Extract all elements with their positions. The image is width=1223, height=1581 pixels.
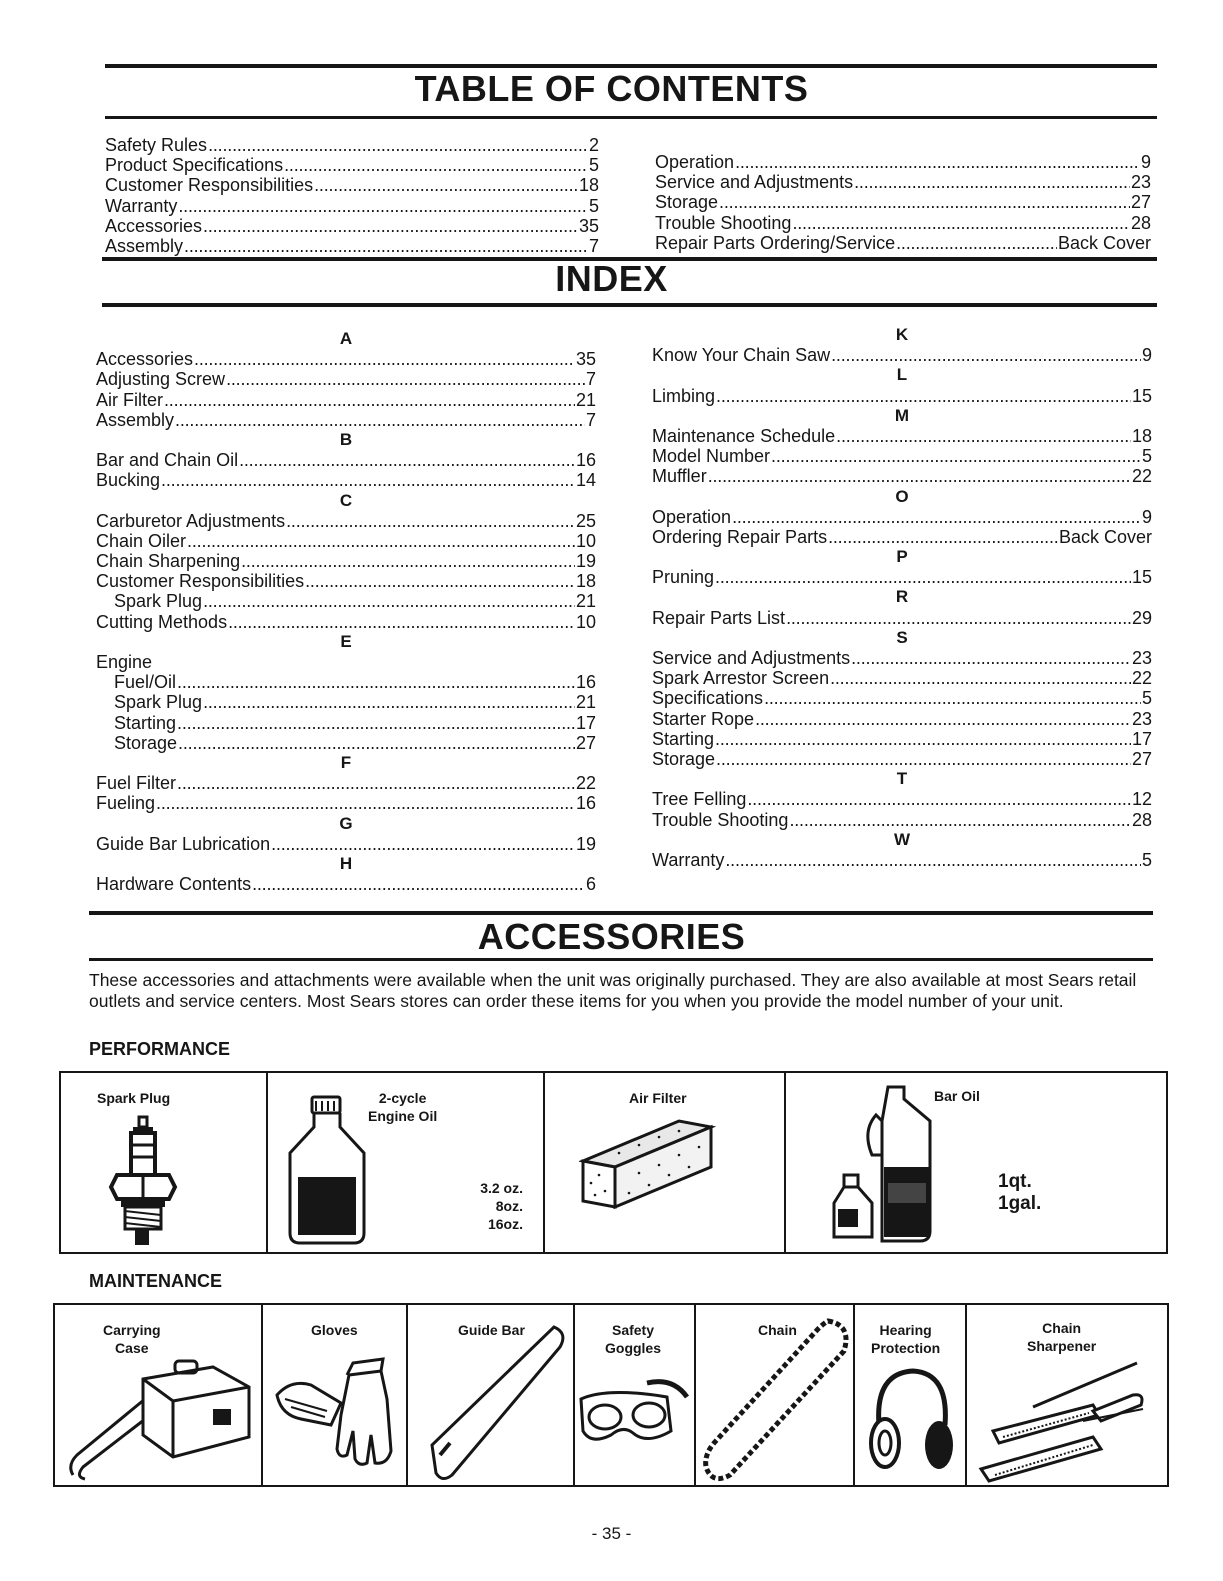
dot-leader bbox=[156, 793, 575, 813]
chain-icon bbox=[698, 1315, 854, 1483]
index-entry bbox=[96, 773, 596, 793]
entry-label: Trouble Shooting bbox=[652, 809, 789, 830]
entry-page: 25 bbox=[575, 510, 596, 531]
entry-label: Fuel Filter bbox=[96, 773, 177, 794]
index-entry bbox=[105, 216, 599, 236]
entry-label: Trouble Shooting bbox=[655, 212, 792, 233]
dot-leader bbox=[786, 608, 1131, 628]
entry-page: 23 bbox=[1131, 708, 1152, 729]
entry-label: Warranty bbox=[652, 849, 725, 870]
index-entry bbox=[652, 648, 1152, 668]
entry-page: 19 bbox=[575, 551, 596, 572]
entry-page: 27 bbox=[1130, 192, 1151, 213]
dot-leader bbox=[830, 668, 1131, 688]
index-letter-heading: E bbox=[340, 631, 352, 651]
dot-leader bbox=[715, 567, 1131, 587]
entry-label: Safety Rules bbox=[105, 135, 208, 155]
entry-page: 5 bbox=[588, 155, 599, 176]
index-entry bbox=[652, 608, 1152, 628]
entry-label: Limbing bbox=[652, 385, 716, 406]
index-letter-heading: P bbox=[896, 547, 908, 567]
entry-label: Storage bbox=[655, 192, 719, 213]
entry-label: Accessories bbox=[96, 349, 194, 370]
index-entry bbox=[96, 793, 596, 813]
index-letter-heading: H bbox=[339, 853, 353, 873]
index-entry bbox=[96, 692, 596, 712]
entry-label: Warranty bbox=[105, 195, 178, 216]
index-entry bbox=[105, 236, 599, 256]
entry-page: 18 bbox=[575, 571, 596, 592]
dot-leader bbox=[836, 426, 1131, 446]
index-entry bbox=[655, 172, 1151, 192]
toc-title: TABLE OF CONTENTS bbox=[414, 68, 809, 109]
bar-oil-cell bbox=[786, 1073, 1166, 1252]
toc-left-column bbox=[105, 135, 599, 256]
entry-page: 27 bbox=[1131, 748, 1152, 769]
index-entry bbox=[96, 591, 596, 611]
index-entry bbox=[652, 567, 1152, 587]
entry-label: Fuel/Oil bbox=[114, 672, 177, 693]
entry-page: 10 bbox=[575, 530, 596, 551]
index-entry bbox=[652, 507, 1152, 527]
index-entry bbox=[652, 527, 1152, 547]
index-letter-heading: L bbox=[896, 365, 908, 385]
entry-label: Operation bbox=[652, 506, 732, 527]
entry-label: Carburetor Adjustments bbox=[96, 510, 286, 531]
safety-goggles-label: Safety Goggles bbox=[605, 1322, 662, 1356]
entry-label: Starting bbox=[114, 712, 177, 733]
bar-oil-jug-icon bbox=[826, 1081, 956, 1251]
toc-title-rule bbox=[105, 116, 1157, 119]
index-entry bbox=[652, 688, 1152, 708]
guide-bar-cell bbox=[408, 1305, 575, 1485]
entry-label: Guide Bar Lubrication bbox=[96, 833, 271, 854]
spark-plug-cell bbox=[61, 1073, 268, 1252]
dot-leader bbox=[725, 850, 1141, 870]
index-entry bbox=[105, 155, 599, 175]
entry-page: 18 bbox=[1131, 425, 1152, 446]
entry-page: 21 bbox=[575, 389, 596, 410]
dot-leader bbox=[854, 172, 1130, 192]
entry-label: Repair Parts List bbox=[652, 607, 786, 628]
index-entry bbox=[96, 571, 596, 591]
index-letter-heading: G bbox=[339, 813, 353, 833]
index-entry bbox=[96, 834, 596, 854]
oil-bottle-icon bbox=[282, 1093, 372, 1248]
dot-leader bbox=[203, 692, 575, 712]
entry-page: 2 bbox=[588, 135, 599, 155]
dot-leader bbox=[314, 175, 578, 195]
index-letter-heading: C bbox=[339, 490, 353, 510]
maintenance-label: MAINTENANCE bbox=[89, 1271, 222, 1291]
entry-label: Assembly bbox=[96, 409, 175, 430]
dot-leader bbox=[789, 810, 1131, 830]
gloves-label: Gloves bbox=[311, 1322, 358, 1338]
dot-leader bbox=[771, 446, 1141, 466]
dot-leader bbox=[715, 729, 1131, 749]
entry-label: Starter Rope bbox=[652, 708, 755, 729]
entry-page: 21 bbox=[575, 591, 596, 612]
dot-leader bbox=[203, 591, 575, 611]
dot-leader bbox=[208, 135, 588, 155]
entry-label: Bar and Chain Oil bbox=[96, 450, 239, 471]
entry-page: 15 bbox=[1131, 567, 1152, 588]
bar-oil-size: 1qt. bbox=[998, 1171, 1032, 1192]
index-entry bbox=[96, 511, 596, 531]
gloves-icon bbox=[271, 1355, 401, 1475]
index-right-column bbox=[652, 325, 1152, 870]
index-letter-heading: O bbox=[895, 486, 909, 506]
entry-label: Hardware Contents bbox=[96, 874, 252, 895]
dot-leader bbox=[828, 527, 1058, 547]
index-entry bbox=[652, 709, 1152, 729]
accessories-title-rule bbox=[89, 958, 1153, 961]
dot-leader bbox=[228, 612, 575, 632]
entry-page: 18 bbox=[578, 175, 599, 196]
index-letter-heading: T bbox=[896, 769, 908, 789]
entry-label: Repair Parts Ordering/Service bbox=[655, 232, 896, 253]
index-entry bbox=[96, 450, 596, 470]
accessories-title: ACCESSORIES bbox=[477, 916, 746, 957]
safety-goggles-icon bbox=[577, 1375, 693, 1455]
guide-bar-label: Guide Bar bbox=[458, 1322, 525, 1338]
index-entry bbox=[655, 233, 1151, 253]
chain-sharpener-icon bbox=[973, 1357, 1153, 1483]
chain-label: Chain bbox=[758, 1322, 797, 1338]
index-entry bbox=[96, 652, 596, 672]
index-letter-heading: K bbox=[895, 325, 909, 344]
entry-page: 35 bbox=[578, 215, 599, 236]
dot-leader bbox=[164, 390, 575, 410]
accessories-top-rule bbox=[89, 911, 1153, 915]
entry-page: 16 bbox=[575, 672, 596, 693]
dot-leader bbox=[708, 466, 1131, 486]
entry-label: Ordering Repair Parts bbox=[652, 526, 828, 547]
index-entry bbox=[652, 668, 1152, 688]
index-entry bbox=[652, 729, 1152, 749]
index-letter-heading: R bbox=[895, 587, 909, 607]
index-entry bbox=[96, 349, 596, 369]
index-entry bbox=[652, 850, 1152, 870]
entry-page: 10 bbox=[575, 611, 596, 632]
entry-page: Back Cover bbox=[1057, 232, 1151, 253]
oil-size: 3.2 oz. bbox=[480, 1180, 523, 1196]
carrying-case-label: Carrying Case bbox=[103, 1322, 161, 1356]
dot-leader bbox=[896, 233, 1057, 253]
spark-plug-label: Spark Plug bbox=[97, 1090, 171, 1106]
entry-label: Chain Sharpening bbox=[96, 551, 241, 572]
entry-page: 17 bbox=[575, 712, 596, 733]
index-entry bbox=[655, 213, 1151, 233]
dot-leader bbox=[716, 749, 1131, 769]
entry-page: 28 bbox=[1131, 809, 1152, 830]
guide-bar-icon bbox=[424, 1317, 570, 1483]
dot-leader bbox=[851, 648, 1131, 668]
dot-leader bbox=[719, 192, 1130, 212]
entry-page: 5 bbox=[1141, 446, 1152, 467]
index-left-column bbox=[96, 329, 596, 894]
entry-page: 21 bbox=[575, 692, 596, 713]
entry-page: 22 bbox=[1131, 668, 1152, 689]
index-entry bbox=[96, 612, 596, 632]
safety-goggles-cell bbox=[575, 1305, 696, 1485]
entry-label: Customer Responsibilities bbox=[96, 571, 305, 592]
index-letter-heading: W bbox=[893, 829, 911, 849]
entry-label: Pruning bbox=[652, 567, 715, 588]
entry-label: Fueling bbox=[96, 793, 156, 814]
dot-leader bbox=[177, 713, 575, 733]
entry-page: 5 bbox=[1141, 688, 1152, 709]
dot-leader bbox=[305, 571, 575, 591]
entry-label: Bucking bbox=[96, 470, 161, 491]
toc-right-column bbox=[655, 152, 1151, 253]
entry-page: 15 bbox=[1131, 385, 1152, 406]
entry-page: 28 bbox=[1130, 212, 1151, 233]
dot-leader bbox=[177, 773, 575, 793]
index-entry bbox=[96, 369, 596, 389]
index-letter-heading: S bbox=[896, 627, 908, 647]
carrying-case-icon bbox=[63, 1339, 259, 1485]
index-entry bbox=[652, 466, 1152, 486]
entry-page: 7 bbox=[585, 369, 596, 390]
entry-label: Chain Oiler bbox=[96, 530, 187, 551]
entry-label: Maintenance Schedule bbox=[652, 425, 836, 446]
gloves-cell bbox=[263, 1305, 408, 1485]
entry-page: 14 bbox=[575, 470, 596, 491]
dot-leader bbox=[161, 470, 575, 490]
dot-leader bbox=[755, 709, 1131, 729]
spark-plug-icon bbox=[103, 1113, 183, 1253]
chain-sharpener-label: Chain Sharpener bbox=[1027, 1320, 1097, 1354]
dot-leader bbox=[735, 152, 1140, 172]
air-filter-cell bbox=[545, 1073, 786, 1252]
entry-label: Muffler bbox=[652, 466, 707, 487]
entry-label: Model Number bbox=[652, 446, 771, 467]
entry-label: Product Specifications bbox=[105, 155, 284, 176]
entry-page: 27 bbox=[575, 732, 596, 753]
entry-label: Operation bbox=[655, 152, 735, 172]
entry-page: 16 bbox=[575, 793, 596, 814]
index-entry bbox=[652, 749, 1152, 769]
engine-oil-cell bbox=[268, 1073, 545, 1252]
index-entry bbox=[96, 390, 596, 410]
page-number: - 35 - bbox=[591, 1524, 632, 1543]
entry-page: 16 bbox=[575, 450, 596, 471]
entry-page: 22 bbox=[575, 773, 596, 794]
engine-oil-label: 2-cycle Engine Oil bbox=[368, 1090, 438, 1124]
entry-label: Know Your Chain Saw bbox=[652, 345, 831, 366]
index-entry bbox=[655, 192, 1151, 212]
entry-page: 19 bbox=[575, 833, 596, 854]
hearing-protection-label: Hearing Protection bbox=[871, 1322, 941, 1356]
entry-page: 7 bbox=[585, 409, 596, 430]
dot-leader bbox=[178, 733, 575, 753]
index-entry bbox=[652, 345, 1152, 365]
index-entry bbox=[96, 551, 596, 571]
oil-size: 8oz. bbox=[495, 1198, 523, 1214]
index-entry bbox=[105, 135, 599, 155]
chain-cell bbox=[696, 1305, 855, 1485]
index-title-rule bbox=[102, 303, 1157, 307]
dot-leader bbox=[175, 410, 585, 430]
entry-page: 7 bbox=[588, 235, 599, 256]
entry-label: Adjusting Screw bbox=[96, 369, 226, 390]
index-letter-heading: F bbox=[340, 752, 352, 772]
index-letter-heading: B bbox=[339, 429, 353, 449]
index-entry bbox=[652, 810, 1152, 830]
entry-label: Cutting Methods bbox=[96, 611, 228, 632]
dot-leader bbox=[764, 688, 1141, 708]
dot-leader bbox=[286, 511, 575, 531]
bar-oil-size: 1gal. bbox=[998, 1193, 1042, 1214]
accessories-intro: These accessories and attachments were available when the unit was originally purchased. They are also available at most Sears retail outlets and service centers. Most Sears stores can order these items for you when you provide the model number of your unit. bbox=[89, 970, 1137, 1011]
dot-leader bbox=[241, 551, 575, 571]
bar-oil-sizes bbox=[998, 1171, 1041, 1215]
index-entry bbox=[96, 410, 596, 430]
entry-label: Service and Adjustments bbox=[655, 172, 854, 193]
air-filter-label: Air Filter bbox=[629, 1090, 687, 1106]
entry-label: Storage bbox=[652, 748, 716, 769]
ear-muffs-icon bbox=[865, 1365, 959, 1481]
index-entry bbox=[96, 672, 596, 692]
index-entry bbox=[105, 175, 599, 195]
dot-leader bbox=[177, 672, 575, 692]
engine-oil-sizes bbox=[480, 1179, 523, 1233]
dot-leader bbox=[187, 531, 575, 551]
dot-leader bbox=[194, 349, 575, 369]
entry-label: Spark Plug bbox=[114, 591, 203, 612]
dot-leader bbox=[271, 834, 575, 854]
entry-label: Engine bbox=[96, 652, 153, 672]
entry-page: 9 bbox=[1141, 345, 1152, 366]
entry-page: 17 bbox=[1131, 728, 1152, 749]
entry-page: 9 bbox=[1140, 152, 1151, 172]
index-entry bbox=[96, 470, 596, 490]
entry-page: 23 bbox=[1131, 648, 1152, 668]
hearing-protection-cell bbox=[855, 1305, 967, 1485]
entry-page: 12 bbox=[1131, 789, 1152, 810]
entry-page: 29 bbox=[1131, 607, 1152, 628]
index-entry bbox=[652, 426, 1152, 446]
index-entry bbox=[96, 531, 596, 551]
entry-label: Tree Felling bbox=[652, 789, 747, 810]
index-letter-heading: A bbox=[339, 329, 353, 348]
index-entry bbox=[96, 713, 596, 733]
dot-leader bbox=[284, 155, 588, 175]
index-entry bbox=[652, 386, 1152, 406]
bar-oil-label: Bar Oil bbox=[934, 1088, 980, 1104]
performance-label: PERFORMANCE bbox=[89, 1039, 231, 1059]
carrying-case-cell bbox=[55, 1305, 263, 1485]
index-entry bbox=[652, 789, 1152, 809]
entry-label: Storage bbox=[114, 732, 178, 753]
dot-leader bbox=[178, 196, 588, 216]
entry-page: 35 bbox=[575, 349, 596, 370]
entry-label: Spark Plug bbox=[114, 692, 203, 713]
dot-leader bbox=[252, 874, 585, 894]
dot-leader bbox=[831, 345, 1141, 365]
entry-label: Specifications bbox=[652, 688, 764, 709]
maintenance-grid bbox=[53, 1303, 1169, 1487]
dot-leader bbox=[716, 386, 1131, 406]
entry-page: Back Cover bbox=[1058, 526, 1152, 547]
entry-page: 6 bbox=[585, 874, 596, 895]
dot-leader bbox=[239, 450, 575, 470]
oil-size: 16oz. bbox=[487, 1216, 523, 1232]
entry-page: 22 bbox=[1131, 466, 1152, 487]
air-filter-icon bbox=[579, 1113, 719, 1213]
dot-leader bbox=[226, 369, 585, 389]
entry-label: Accessories bbox=[105, 215, 203, 236]
entry-page: 9 bbox=[1141, 506, 1152, 527]
index-entry bbox=[105, 196, 599, 216]
entry-label: Starting bbox=[652, 728, 715, 749]
dot-leader bbox=[732, 507, 1141, 527]
index-title: INDEX bbox=[555, 258, 668, 299]
index-entry bbox=[96, 874, 596, 894]
entry-label: Air Filter bbox=[96, 389, 163, 410]
entry-page: 23 bbox=[1130, 172, 1151, 193]
entry-label: Spark Arrestor Screen bbox=[652, 668, 830, 689]
entry-label: Customer Responsibilities bbox=[105, 175, 314, 196]
index-entry bbox=[655, 152, 1151, 172]
index-entry bbox=[96, 733, 596, 753]
index-letter-heading: M bbox=[894, 405, 910, 425]
dot-leader bbox=[184, 236, 588, 256]
index-entry bbox=[652, 446, 1152, 466]
dot-leader bbox=[747, 789, 1131, 809]
dot-leader bbox=[792, 213, 1130, 233]
entry-label: Service and Adjustments bbox=[652, 648, 851, 668]
performance-grid bbox=[59, 1071, 1168, 1254]
chain-sharpener-cell bbox=[967, 1305, 1167, 1485]
entry-page: 5 bbox=[588, 195, 599, 216]
entry-page: 5 bbox=[1141, 849, 1152, 870]
dot-leader bbox=[203, 216, 578, 236]
entry-label: Assembly bbox=[105, 235, 184, 256]
